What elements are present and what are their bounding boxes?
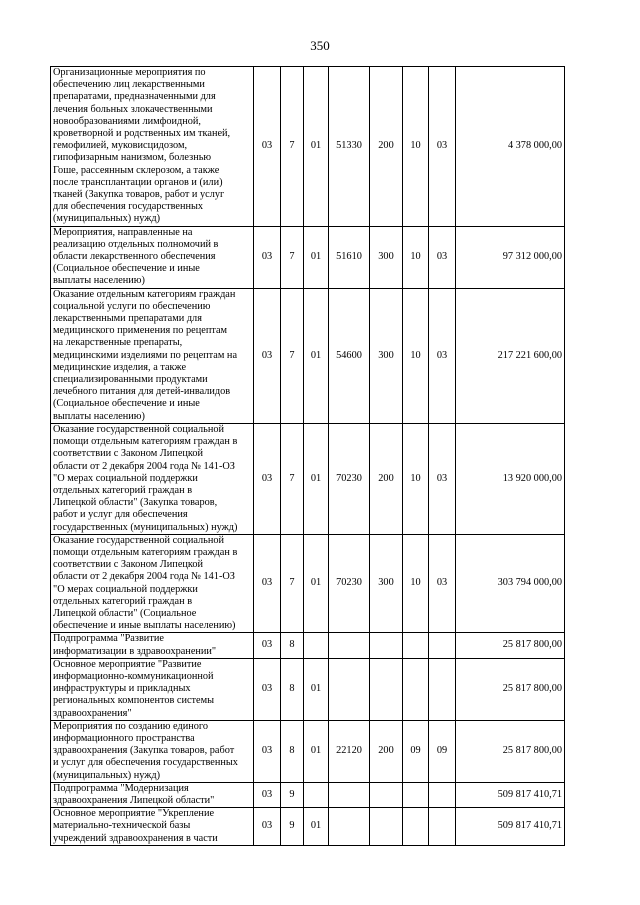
row-description: Основное мероприятие "Развитие информационно-коммуникационной инфраструктуры и прикладных региональных компонентов системы здравоохранения"	[51, 658, 254, 720]
direction-code: 51330	[329, 67, 370, 227]
section-code: 10	[403, 67, 429, 227]
main-activity-code: 01	[304, 720, 329, 782]
program-code: 03	[254, 633, 281, 658]
section-code: 10	[403, 423, 429, 534]
row-amount: 25 817 800,00	[456, 658, 565, 720]
expense-type-code	[370, 782, 403, 807]
expense-type-code: 200	[370, 67, 403, 227]
table-row	[51, 534, 565, 633]
subsection-code: 03	[429, 226, 456, 288]
section-code	[403, 782, 429, 807]
main-activity-code: 01	[304, 226, 329, 288]
program-code: 03	[254, 808, 281, 846]
page-number: 350	[310, 38, 330, 53]
expense-type-code	[370, 808, 403, 846]
main-activity-code: 01	[304, 808, 329, 846]
direction-code	[329, 782, 370, 807]
subprogram-code: 9	[281, 808, 304, 846]
row-description: Основное мероприятие "Укрепление материально-технической базы учреждений здравоохранения в части	[51, 808, 254, 846]
row-amount: 25 817 800,00	[456, 633, 565, 658]
row-amount: 13 920 000,00	[456, 423, 565, 534]
table-body	[51, 67, 565, 846]
expense-type-code	[370, 633, 403, 658]
main-activity-code: 01	[304, 534, 329, 633]
subprogram-code: 7	[281, 226, 304, 288]
table-row	[51, 423, 565, 534]
subprogram-code: 8	[281, 658, 304, 720]
subprogram-code: 7	[281, 423, 304, 534]
table-row	[51, 658, 565, 720]
program-code: 03	[254, 782, 281, 807]
section-code	[403, 633, 429, 658]
main-activity-code: 01	[304, 423, 329, 534]
subprogram-code: 7	[281, 288, 304, 423]
program-code: 03	[254, 288, 281, 423]
table-row	[51, 67, 565, 227]
subsection-code	[429, 782, 456, 807]
budget-table	[50, 66, 565, 846]
expense-type-code	[370, 658, 403, 720]
subsection-code: 09	[429, 720, 456, 782]
program-code: 03	[254, 67, 281, 227]
expense-type-code: 200	[370, 720, 403, 782]
table-row	[51, 720, 565, 782]
subsection-code	[429, 808, 456, 846]
row-amount: 4 378 000,00	[456, 67, 565, 227]
section-code: 09	[403, 720, 429, 782]
program-code: 03	[254, 658, 281, 720]
subsection-code: 03	[429, 67, 456, 227]
main-activity-code	[304, 782, 329, 807]
row-amount: 217 221 600,00	[456, 288, 565, 423]
row-description: Подпрограмма "Развитие информатизации в здравоохранении"	[51, 633, 254, 658]
table-row	[51, 808, 565, 846]
table-row	[51, 226, 565, 288]
row-description: Организационные мероприятия по обеспечению лиц лекарственными препаратами, предназначенными для лечения больных злокачественными новообразованиями лимфоидной, кроветворной и родственных им тканей, гемофилией, муковисцидозом, гипофизарным нанизмом, болезнью Гоше, рассеянным склерозом, а также после трансплантации органов и (или) тканей (Закупка товаров, работ и услуг для обеспечения государственных (муниципальных) нужд)	[51, 67, 254, 227]
row-amount: 509 817 410,71	[456, 782, 565, 807]
table-row	[51, 782, 565, 807]
program-code: 03	[254, 534, 281, 633]
table-row	[51, 288, 565, 423]
row-description: Оказание государственной социальной помощи отдельным категориям граждан в соответствии с Законом Липецкой области от 2 декабря 2004 года № 141-ОЗ "О мерах социальной поддержки отдельных категорий граждан в Липецкой области" (Закупка товаров, работ и услуг для обеспечения государственных (муниципальных) нужд)	[51, 423, 254, 534]
row-description: Мероприятия, направленные на реализацию отдельных полномочий в области лекарственного обеспечения (Социальное обеспечение и иные выплаты населению)	[51, 226, 254, 288]
row-description: Оказание государственной социальной помощи отдельным категориям граждан в соответствии с Законом Липецкой области от 2 декабря 2004 года № 141-ОЗ "О мерах социальной поддержки отдельных категорий граждан в Липецкой области" (Социальное обеспечение и иные выплаты населению)	[51, 534, 254, 633]
section-code: 10	[403, 226, 429, 288]
row-amount: 509 817 410,71	[456, 808, 565, 846]
subsection-code	[429, 658, 456, 720]
subsection-code: 03	[429, 534, 456, 633]
expense-type-code: 200	[370, 423, 403, 534]
table-row	[51, 633, 565, 658]
section-code	[403, 658, 429, 720]
program-code: 03	[254, 226, 281, 288]
row-description: Мероприятия по созданию единого информационного пространства здравоохранения (Закупка товаров, работ и услуг для обеспечения государственных (муниципальных) нужд)	[51, 720, 254, 782]
main-activity-code: 01	[304, 288, 329, 423]
subprogram-code: 7	[281, 534, 304, 633]
expense-type-code: 300	[370, 288, 403, 423]
direction-code: 70230	[329, 534, 370, 633]
row-amount: 25 817 800,00	[456, 720, 565, 782]
subsection-code	[429, 633, 456, 658]
direction-code	[329, 658, 370, 720]
section-code: 10	[403, 288, 429, 423]
section-code: 10	[403, 534, 429, 633]
direction-code: 70230	[329, 423, 370, 534]
main-activity-code: 01	[304, 658, 329, 720]
program-code: 03	[254, 423, 281, 534]
direction-code	[329, 808, 370, 846]
direction-code: 22120	[329, 720, 370, 782]
row-amount: 97 312 000,00	[456, 226, 565, 288]
main-activity-code	[304, 633, 329, 658]
row-description: Подпрограмма "Модернизация здравоохранения Липецкой области"	[51, 782, 254, 807]
main-activity-code: 01	[304, 67, 329, 227]
subprogram-code: 8	[281, 720, 304, 782]
subsection-code: 03	[429, 288, 456, 423]
subprogram-code: 7	[281, 67, 304, 227]
section-code	[403, 808, 429, 846]
direction-code	[329, 633, 370, 658]
subprogram-code: 9	[281, 782, 304, 807]
program-code: 03	[254, 720, 281, 782]
expense-type-code: 300	[370, 534, 403, 633]
subsection-code: 03	[429, 423, 456, 534]
row-amount: 303 794 000,00	[456, 534, 565, 633]
row-description: Оказание отдельным категориям граждан социальной услуги по обеспечению лекарственными препаратами для медицинского применения по рецептам на лекарственные препараты, медицинскими изделиями по рецептам на медицинские изделия, а также специализированными продуктами лечебного питания для детей-инвалидов (Социальное обеспечение и иные выплаты населению)	[51, 288, 254, 423]
expense-type-code: 300	[370, 226, 403, 288]
subprogram-code: 8	[281, 633, 304, 658]
direction-code: 54600	[329, 288, 370, 423]
direction-code: 51610	[329, 226, 370, 288]
